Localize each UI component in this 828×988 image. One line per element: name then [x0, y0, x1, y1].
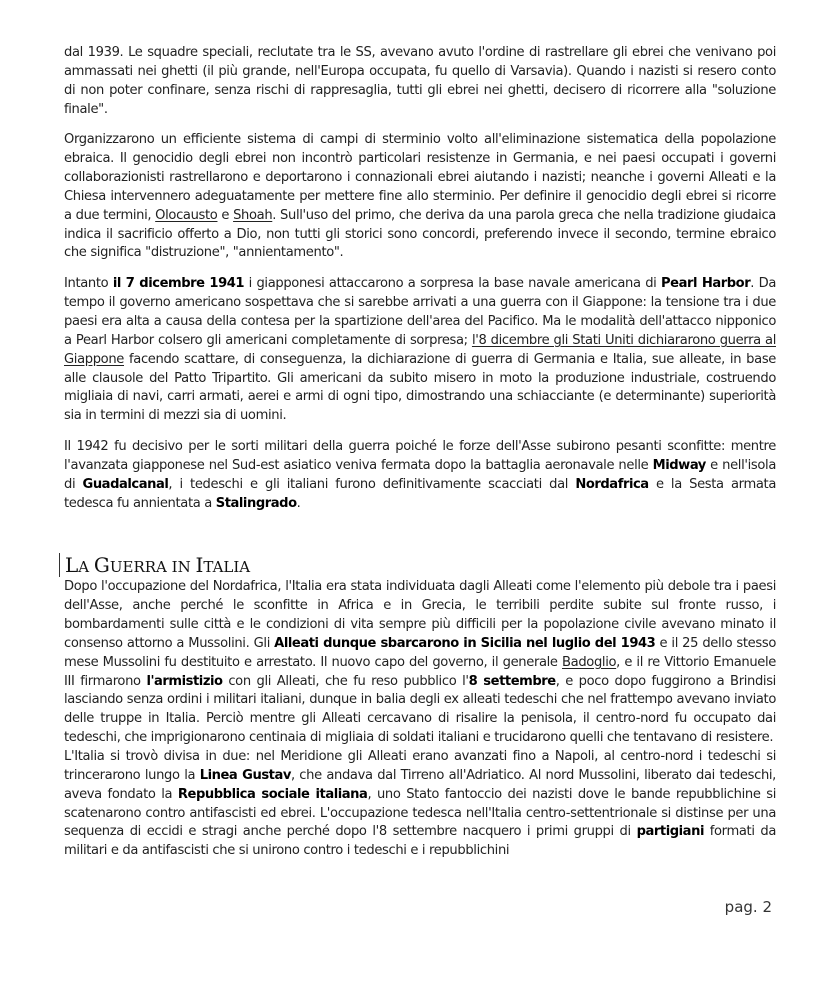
bold-text: Midway — [652, 457, 706, 473]
text-run: formati da militari e da antifascisti che si unirono contro i tedeschi e i repubblichini — [64, 824, 776, 859]
intro-section — [64, 44, 776, 513]
heading-text-part: UERRA IN — [109, 558, 196, 577]
text-run: , i tedeschi e gli italiani furono definitivamente scacciati dal — [168, 476, 576, 492]
heading-text-part: G — [93, 553, 110, 578]
bold-text: Linea Gustav — [199, 767, 291, 783]
text-run: Dopo l'occupazione del Nordafrica, l'Italia era stata individuata dagli Alleati come l'elemento più debole tra i paesi dell'Asse, anche perché le sconfitte in Africa e in Grecia, le terribili perdite subite sul fronte russo, i bombardamenti sulle città e le condizioni di vita sempre più difficili per la popolazione civile avevano minato il consenso attorno a Mussolini. Gli — [64, 579, 776, 651]
text-run: con gli Alleati, che fu reso pubblico l' — [222, 673, 469, 689]
underlined-text: l'8 dicembre gli Stati Uniti dichiararono guerra al Giappone — [64, 332, 776, 367]
text-run: , che andava dal Tirreno all'Adriatico. Al nord Mussolini, liberato dai tedeschi, aveva fondato la — [64, 767, 776, 802]
section-paragraph — [64, 578, 776, 748]
text-run: , e poco dopo fuggirono a Brindisi lasciando senza ordini i militari italiani, dunque in balia degli ex alleati tedeschi che nel frattempo avevano inviato delle truppe in Italia. Perciò mentre gli Alleati cercavano di risalire la penisola, il centro-nord fu occupato dai tedeschi, che imprigionarono centinaia di migliaia di soldati italiani e trucidarono quelli che tentavano di resistere. — [64, 673, 776, 746]
text-run: , e il re Vittorio Emanuele III firmarono — [64, 654, 776, 689]
bold-text: Alleati dunque sbarcarono in Sicilia nel luglio del 1943 — [274, 635, 656, 651]
body-paragraph — [64, 275, 776, 426]
text-run: dal 1939. Le squadre speciali, reclutate tra le SS, avevano avuto l'ordine di rastrellare gli ebrei che venivano poi ammassati nei ghetti (il più grande, nell'Europa occupata, fu quello di Varsavia). Quando i nazisti si resero conto di non poter confinare, senza rischi di rappresaglia, tutti gli ebrei nei ghetti, decisero di ricorrere alla "soluzione finale". — [64, 45, 776, 117]
document-page — [64, 44, 776, 861]
bold-text: Repubblica sociale italiana — [177, 786, 368, 802]
bold-text: 8 settembre — [468, 673, 556, 689]
heading-text-part: A — [78, 558, 94, 577]
text-run: Il 1942 fu decisivo per le sorti militari della guerra poiché le forze dell'Asse subirono pesanti sconfitte: mentre l'avanzata giapponese nel Sud-est asiatico veniva fermata dopo la battaglia aeronavale nelle — [64, 439, 776, 473]
text-run: Intanto — [64, 276, 113, 292]
bold-text: Nordafrica — [575, 476, 649, 492]
underlined-text: Badoglio — [562, 654, 617, 670]
text-run: Organizzarono un efficiente sistema di campi di sterminio volto all'eliminazione sistematica della popolazione ebraica. Il genocidio degli ebrei non incontrò particolari resistenze in Germania, e nei paesi occupati i governi collaborazionisti rastrellarono e deportarono i connazionali ebrei aiutando i nazisti; neanche i governi Alleati e la Chiesa intervennero adeguatamente per mettere fine allo sterminio. Per definire il genocidio degli ebrei si ricorre a due termini, — [64, 132, 776, 223]
text-run: L'Italia si trovò divisa in due: nel Meridione gli Alleati erano avanzati fino a Napoli, al centro-nord i tedeschi si trincerarono lungo la — [64, 749, 776, 783]
body-paragraph — [64, 44, 776, 119]
heading-text-part: L — [65, 553, 79, 578]
war-in-italy-section — [64, 578, 776, 861]
underlined-text: Olocausto — [155, 207, 218, 223]
page-number: pag. 2 — [724, 898, 772, 916]
text-run: , uno Stato fantoccio dei nazisti dove le bande repubblichine si scatenarono contro antifascisti ed ebrei. L'occupazione tedesca nell'Italia centro-settentrionale si distinse per una sequenza di eccidi e stragi anche perché dopo l'8 settembre nacquero i primi gruppi di — [64, 786, 776, 840]
heading-cursor-bar — [59, 553, 60, 577]
text-run: . — [296, 495, 301, 511]
bold-text: Guadalcanal — [82, 476, 169, 492]
text-run: . Sull'uso del primo, che deriva da una parola greca che nella tradizione giudaica indica il sacrificio offerto a Dio, non tutti gli storici sono concordi, preferendo invece il secondo, termine ebraico che significa "distruzione", "annientamento". — [64, 207, 776, 261]
bold-text: l'armistizio — [146, 673, 223, 689]
section-heading — [64, 552, 776, 580]
heading-text-part: I — [195, 553, 204, 578]
text-run: e — [217, 207, 234, 223]
text-run: e nell'isola di — [64, 457, 776, 492]
body-paragraph — [64, 131, 776, 263]
bold-text: il 7 dicembre 1941 — [112, 276, 245, 292]
section-heading-block — [64, 552, 776, 578]
text-run: e la Sesta armata tedesca fu annientata a — [64, 476, 777, 511]
bold-text: partigiani — [636, 824, 704, 840]
bold-text: Stalingrado — [215, 495, 297, 511]
section-paragraph — [64, 748, 776, 861]
underlined-text: Shoah — [233, 207, 273, 223]
text-run: i giapponesi attaccarono a sorpresa la base navale americana di — [244, 276, 661, 292]
text-run: e il 25 dello stesso mese Mussolini fu destituito e arrestato. Il nuovo capo del governo, il generale — [64, 635, 776, 670]
text-run: facendo scattare, di conseguenza, la dichiarazione di guerra di Germania e Italia, sue alleate, in base alle clausole del Patto Tripartito. Gli americani da subito misero in moto la produzione industriale, costruendo migliaia di navi, carri armati, aerei e armi di ogni tipo, dimostrando una schiacciante (e determinante) superiorità sia in termini di mezzi sia di uomini. — [64, 351, 776, 424]
text-run: . Da tempo il governo americano sospettava che si sarebbe arrivati a una guerra con il Giappone: la tensione tra i due paesi era alta a causa della contesa per la spartizione dell'area del Pacifico. Ma le modalità dell'attacco nipponico a Pearl Harbor colsero gli americani completamente di sorpresa; — [64, 276, 777, 348]
body-paragraph — [64, 438, 776, 513]
bold-text: Pearl Harbor — [661, 276, 751, 292]
heading-text-part: TALIA — [203, 558, 251, 577]
